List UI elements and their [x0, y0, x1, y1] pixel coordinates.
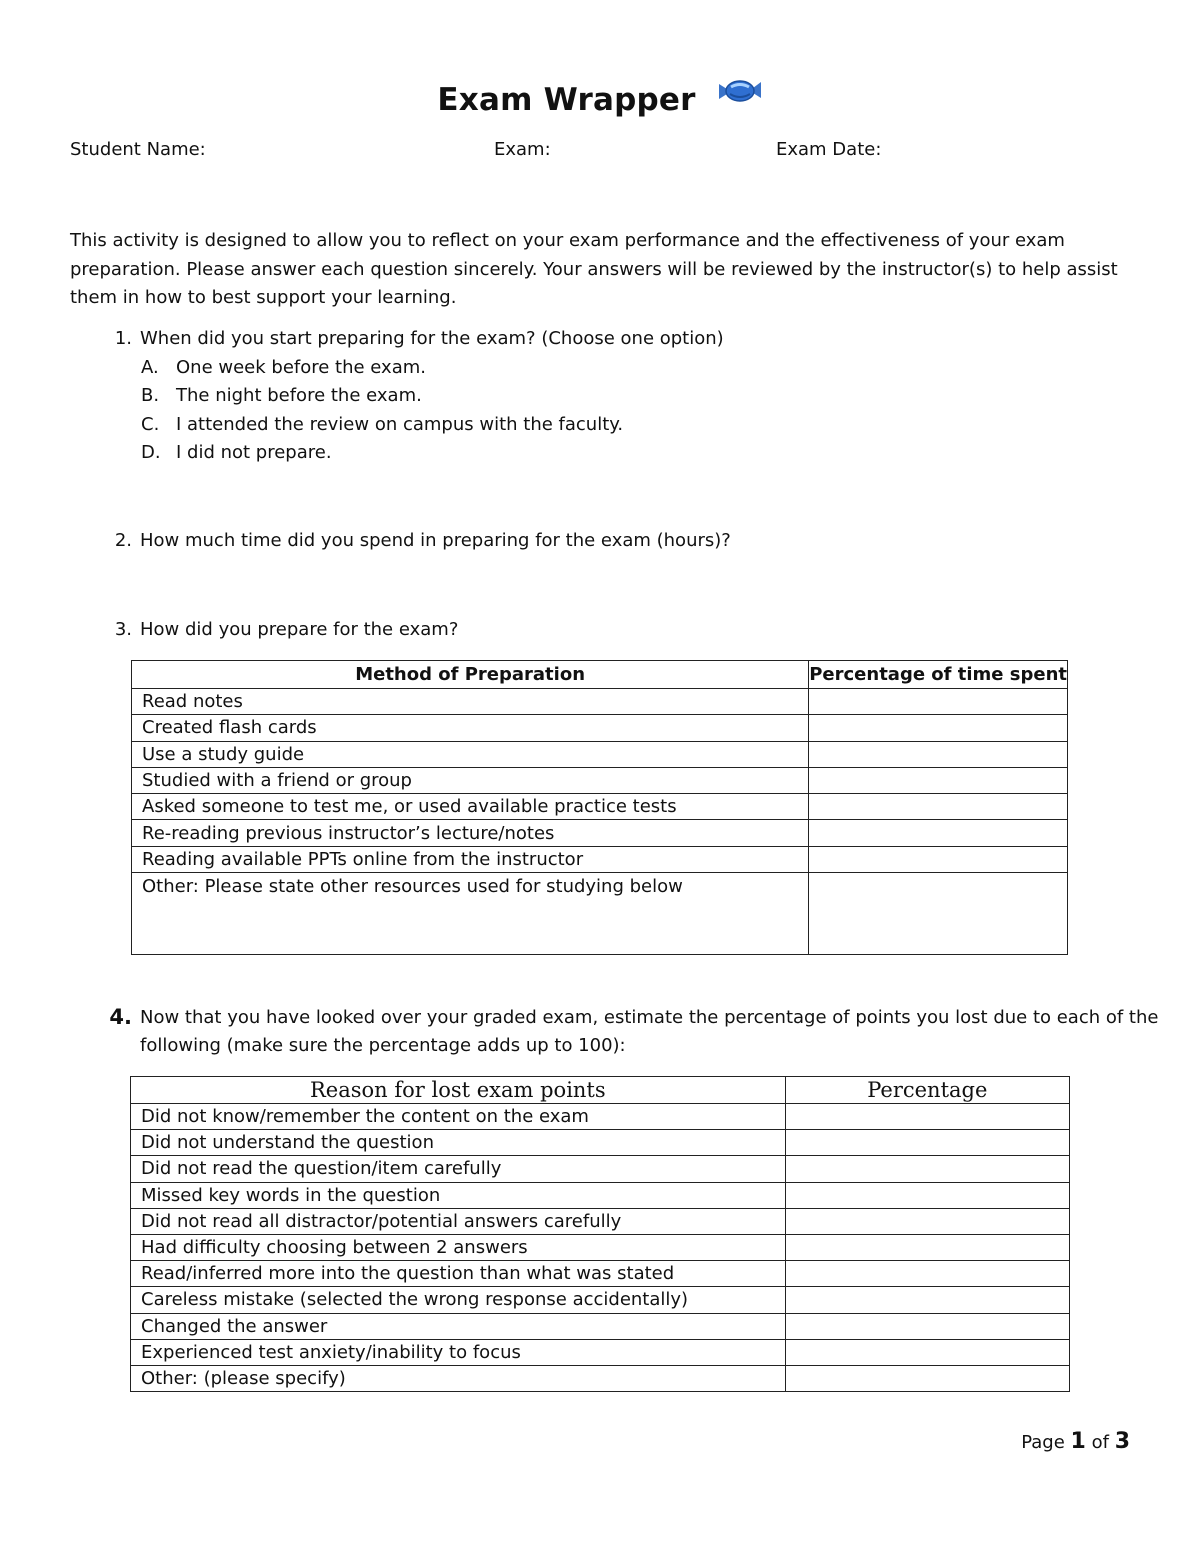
reason-cell: Did not know/remember the content on the exam — [131, 1104, 786, 1130]
student-name-label: Student Name: — [70, 139, 206, 160]
question-1 — [102, 328, 1102, 352]
reason-cell: Careless mistake (selected the wrong response accidentally) — [131, 1287, 786, 1313]
option-text: One week before the exam. — [176, 357, 426, 378]
table-row — [132, 767, 1068, 793]
option-text: I did not prepare. — [176, 442, 332, 463]
candy-icon — [717, 76, 763, 112]
table-row — [131, 1365, 1070, 1391]
table-row — [131, 1287, 1070, 1313]
percentage-cell[interactable] — [809, 689, 1068, 715]
percentage-cell[interactable] — [809, 820, 1068, 846]
page-total: 3 — [1114, 1429, 1130, 1454]
percentage-cell[interactable] — [785, 1156, 1069, 1182]
table-row — [132, 846, 1068, 872]
reason-cell: Read/inferred more into the question than what was stated — [131, 1261, 786, 1287]
page-number — [1021, 1429, 1130, 1454]
table-row — [132, 794, 1068, 820]
table-row — [131, 1208, 1070, 1234]
table-row — [132, 820, 1068, 846]
percentage-cell[interactable] — [785, 1234, 1069, 1260]
reason-cell: Did not understand the question — [131, 1130, 786, 1156]
table-row — [131, 1339, 1070, 1365]
method-cell: Created flash cards — [132, 715, 809, 741]
page-current: 1 — [1070, 1429, 1086, 1454]
percentage-cell[interactable] — [785, 1104, 1069, 1130]
table-row — [131, 1261, 1070, 1287]
option-letter: A. — [141, 357, 159, 378]
table-row-other — [132, 873, 1068, 955]
percentage-cell[interactable] — [809, 873, 1068, 955]
column-header-reason: Reason for lost exam points — [131, 1077, 786, 1104]
title-text: Exam Wrapper — [437, 82, 696, 118]
exam-date-label: Exam Date: — [776, 139, 882, 160]
method-cell: Reading available PPTs online from the instructor — [132, 846, 809, 872]
table-header-row — [132, 661, 1068, 689]
reason-cell: Did not read all distractor/potential answers carefully — [131, 1208, 786, 1234]
question-number: 1. — [114, 328, 132, 349]
table-row — [132, 741, 1068, 767]
option-letter: D. — [141, 442, 161, 463]
percentage-cell[interactable] — [785, 1130, 1069, 1156]
method-cell: Asked someone to test me, or used available practice tests — [132, 794, 809, 820]
percentage-cell[interactable] — [809, 715, 1068, 741]
question-text: When did you start preparing for the exam? (Choose one option) — [140, 328, 724, 349]
percentage-cell[interactable] — [809, 741, 1068, 767]
method-cell: Other: Please state other resources used for studying below — [132, 873, 809, 955]
percentage-cell[interactable] — [785, 1208, 1069, 1234]
table-row — [131, 1130, 1070, 1156]
table-row — [131, 1182, 1070, 1208]
question-4 — [102, 1007, 1162, 1063]
question-2 — [102, 530, 1102, 554]
reason-cell: Changed the answer — [131, 1313, 786, 1339]
intro-paragraph: This activity is designed to allow you to reflect on your exam performance and the effectiveness of your exam preparation. Please answer each question sincerely. Your answers will be reviewed by the instructor(s) to help assist them in how to best support your learning. — [70, 230, 1118, 308]
option-letter: B. — [141, 385, 160, 406]
question-text: How much time did you spend in preparing for the exam (hours)? — [140, 530, 731, 551]
percentage-cell[interactable] — [785, 1339, 1069, 1365]
table-row — [132, 715, 1068, 741]
method-cell: Re-reading previous instructor’s lecture/notes — [132, 820, 809, 846]
question-3 — [102, 619, 1102, 643]
percentage-cell[interactable] — [785, 1365, 1069, 1391]
page-word: Page — [1021, 1432, 1065, 1453]
reason-cell: Missed key words in the question — [131, 1182, 786, 1208]
table-row — [131, 1156, 1070, 1182]
table-row — [131, 1104, 1070, 1130]
table-row — [132, 689, 1068, 715]
method-cell: Read notes — [132, 689, 809, 715]
table-row — [131, 1313, 1070, 1339]
reason-cell: Other: (please specify) — [131, 1365, 786, 1391]
percentage-cell[interactable] — [785, 1182, 1069, 1208]
column-header-percentage: Percentage of time spent — [809, 661, 1068, 689]
method-cell: Use a study guide — [132, 741, 809, 767]
option-letter: C. — [141, 414, 160, 435]
percentage-cell[interactable] — [809, 794, 1068, 820]
question-number: 3. — [114, 619, 132, 640]
reason-cell: Experienced test anxiety/inability to focus — [131, 1339, 786, 1365]
question-number: 4. — [109, 1005, 132, 1029]
lost-points-table — [130, 1076, 1070, 1392]
page-title — [0, 76, 1200, 118]
column-header-method: Method of Preparation — [132, 661, 809, 689]
option-text: I attended the review on campus with the faculty. — [176, 414, 624, 435]
percentage-cell[interactable] — [785, 1261, 1069, 1287]
table-row — [131, 1234, 1070, 1260]
percentage-cell[interactable] — [785, 1287, 1069, 1313]
question-text-line-1: Now that you have looked over your graded exam, estimate the percentage of points you lost due to each of the — [140, 1007, 1159, 1028]
percentage-cell[interactable] — [785, 1313, 1069, 1339]
percentage-cell[interactable] — [809, 846, 1068, 872]
question-number: 2. — [114, 530, 132, 551]
question-text: How did you prepare for the exam? — [140, 619, 459, 640]
of-word: of — [1091, 1432, 1109, 1453]
table-header-row — [131, 1077, 1070, 1104]
column-header-percentage: Percentage — [785, 1077, 1069, 1104]
percentage-cell[interactable] — [809, 767, 1068, 793]
method-cell: Studied with a friend or group — [132, 767, 809, 793]
preparation-table — [131, 660, 1068, 955]
question-text-line-2: following (make sure the percentage adds up to 100): — [140, 1035, 626, 1056]
reason-cell: Did not read the question/item carefully — [131, 1156, 786, 1182]
reason-cell: Had difficulty choosing between 2 answers — [131, 1234, 786, 1260]
exam-label: Exam: — [494, 139, 551, 160]
option-text: The night before the exam. — [176, 385, 422, 406]
